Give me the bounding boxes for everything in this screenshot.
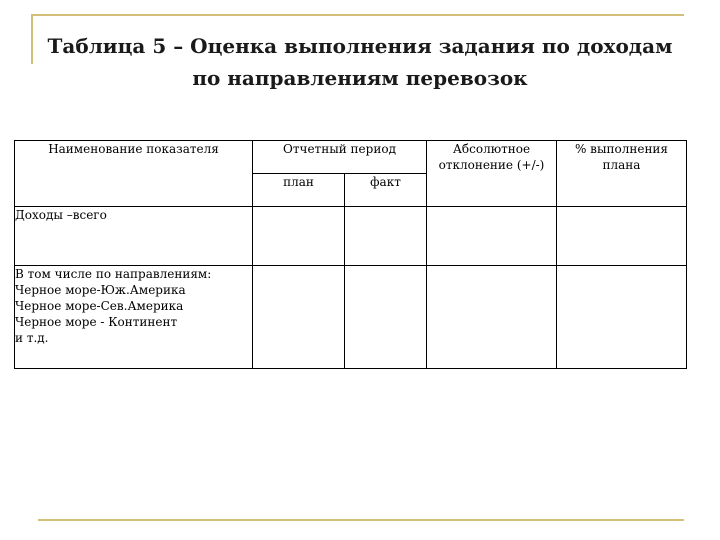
directions-pct-cell	[557, 266, 687, 369]
header-percent-completion	[557, 141, 687, 207]
income-assessment-table	[14, 140, 687, 369]
title-line-2: по направлениям перевозок	[192, 66, 528, 90]
direction-item: Черное море-Сев.Америка	[15, 299, 184, 313]
header-absolute-deviation	[427, 141, 557, 207]
decorative-frame-bottom	[38, 519, 684, 521]
direction-item: Черное море - Континент	[15, 315, 178, 329]
income-total-label: Доходы –всего	[15, 208, 107, 222]
row-directions-label	[15, 266, 253, 369]
decorative-frame-top	[31, 14, 684, 16]
title-line-1: Таблица 5 – Оценка выполнения задания по доходам	[47, 34, 673, 58]
header-indicator-label: Наименование показателя	[48, 142, 219, 156]
header-pct-label: % выполнения плана	[574, 142, 669, 172]
income-fact-cell	[345, 207, 427, 266]
income-abs-cell	[427, 207, 557, 266]
income-pct-cell	[557, 207, 687, 266]
header-abs-label: Абсолютное отклонение (+/-)	[438, 142, 545, 172]
direction-item: Черное море-Юж.Америка	[15, 283, 186, 297]
slide-title	[40, 30, 680, 94]
income-plan-cell	[253, 207, 345, 266]
header-plan-label: план	[283, 175, 314, 189]
row-income-label	[15, 207, 253, 266]
direction-item: и т.д.	[15, 331, 49, 345]
header-period-label: Отчетный период	[283, 142, 396, 156]
header-fact-label: факт	[370, 175, 401, 189]
directions-heading: В том числе по направлениям:	[15, 267, 212, 281]
directions-abs-cell	[427, 266, 557, 369]
decorative-frame-left	[31, 14, 33, 64]
header-indicator-name	[15, 141, 253, 207]
header-reporting-period	[253, 141, 427, 174]
directions-plan-cell	[253, 266, 345, 369]
header-fact	[345, 174, 427, 207]
header-plan	[253, 174, 345, 207]
directions-fact-cell	[345, 266, 427, 369]
